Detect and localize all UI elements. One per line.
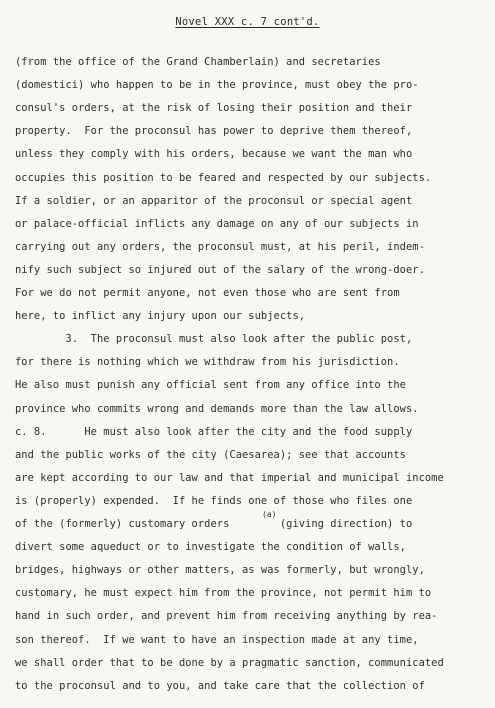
text-line: divert some aqueduct or to investigate the condition of walls,	[15, 541, 406, 554]
text-line: 3. The proconsul must also look after the public post,	[15, 333, 413, 346]
text-line: occupies this position to be feared and respected by our subjects.	[15, 171, 432, 184]
footnote-marker: (a)	[262, 510, 277, 519]
text-line: here, to inflict any injury upon our subjects,	[15, 310, 306, 323]
text-line: for there is nothing which we withdraw from his jurisdiction.	[15, 356, 400, 369]
text-line: province who commits wrong and demands more than the law allows.	[15, 402, 419, 415]
text-line: to the proconsul and to you, and take care that the collection of	[15, 679, 425, 692]
text-line: hand in such order, and prevent him from receiving anything by rea-	[15, 610, 438, 623]
text-line: If a soldier, or an apparitor of the proconsul or special agent	[15, 194, 413, 207]
text-line: (domestici) who happen to be in the province, must obey the pro-	[15, 79, 419, 92]
page-title: Novel XXX c. 7 cont'd.	[175, 16, 320, 28]
text-line: or palace-official inflicts any damage on any of our subjects in	[15, 217, 419, 230]
text-line: unless they comply with his orders, because we want the man who	[15, 148, 413, 161]
text-line: customary, he must expect him from the province, not permit him to	[15, 587, 432, 600]
text-line: For we do not permit anyone, not even those who are sent from	[15, 287, 400, 299]
text-line: nify such subject so injured out of the salary of the wrong-doer.	[15, 263, 425, 276]
text-line: (from the office of the Grand Chamberlain) and secretaries	[15, 56, 381, 68]
text-line: c. 8. He must also look after the city and the food supply	[15, 425, 413, 438]
text-line: we shall order that to be done by a pragmatic sanction, communicated	[15, 656, 444, 669]
text-line: and the public works of the city (Caesarea); see that accounts	[15, 448, 406, 461]
text-line: son thereof. If we want to have an inspection made at any time,	[15, 633, 419, 646]
text-line: is (properly) expended. If he finds one of those who files one	[15, 494, 413, 507]
text-line: bridges, highways or other matters, as was formerly, but wrongly,	[15, 564, 425, 577]
text-line: He also must punish any official sent from any office into the	[15, 379, 406, 392]
text-line: of the (formerly) customary orders (giving direction) to	[15, 518, 413, 530]
text-line: consul's orders, at the risk of losing their position and their	[15, 102, 413, 115]
text-line: property. For the proconsul has power to deprive them thereof,	[15, 125, 413, 138]
text-line: are kept according to our law and that imperial and municipal income	[15, 471, 444, 484]
text-line: carrying out any orders, the proconsul must, at his peril, indem-	[15, 240, 425, 253]
